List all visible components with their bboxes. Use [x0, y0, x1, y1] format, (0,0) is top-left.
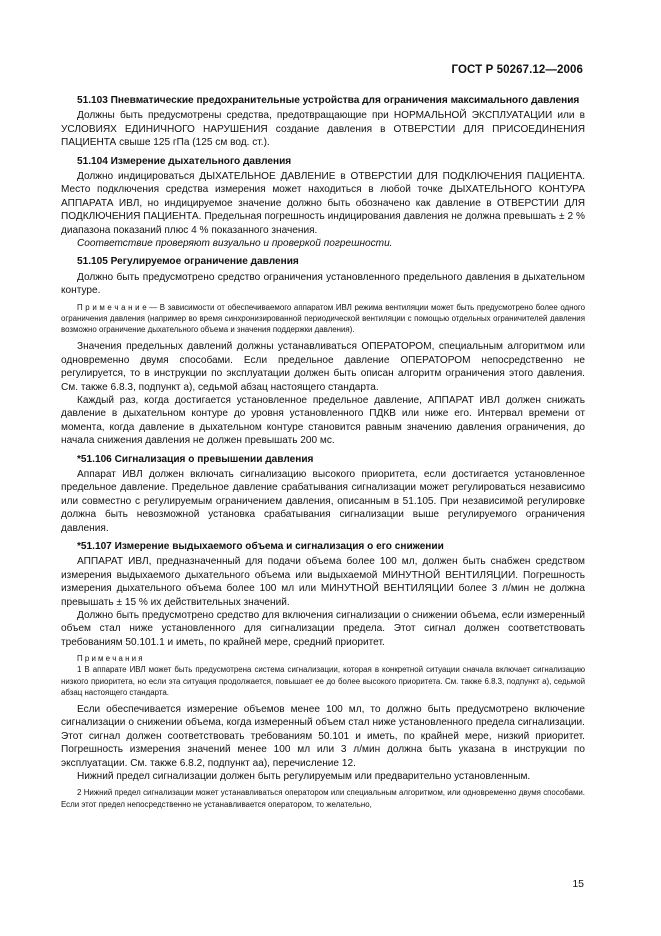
section-51-103-title: 51.103 Пневматические предохранительные устройства для ограничения максимального давления — [77, 95, 580, 106]
note-text: В зависимости от обеспечиваемого аппаратом ИВЛ режима вентиляции может быть предусмотрено более одного ограничения давления (например во время синхронизированной периодической вентиляции с помощью отдельных ограничителей давления возможно ограничение дыхательного объема и значения поддержки давления). — [61, 302, 585, 335]
section-51-107-note-2: 2 Нижний предел сигнализации может устанавливаться оператором или специальным алгоритмом, или одновременно двумя способами. Если этот предел непосредственно не устанавливается оператором, то желательно, — [61, 788, 585, 809]
section-51-105-title: 51.105 Регулируемое ограничение давления — [77, 256, 299, 268]
section-51-107-notes-label: П р и м е ч а н и я — [77, 654, 143, 664]
section-51-107-note-1: 1 В аппарате ИВЛ может быть предусмотрена система сигнализации, которая в конкретной ситуации сначала включает сигнализацию низкого приоритета, но если эта ситуация продолжается, повышает ее до более высокого приоритета. См. также 6.8.3, подпункт а), седьмой абзац настоящего стандарта. — [61, 665, 585, 697]
section-51-107-paragraph-3: Если обеспечивается измерение объемов менее 100 мл, то должно быть предусмотрено включение сигнализации о снижении объема, когда измеренный объем стал ниже установленного предела сигнализации. Этот сигнал должен соответствовать требованиям 50.101 и иметь, по крайней мере, низкий приоритет. Погрешность измерения значений менее 100 мл или 3 л/мин должна быть указана в инструкции по эксплуатации. См. также 6.8.2, подпункт аа), перечисление 12. — [61, 704, 585, 769]
section-51-104-title: 51.104 Измерение дыхательного давления — [77, 155, 292, 167]
section-51-107-paragraph-4: Нижний предел сигнализации должен быть регулируемым или предварительно установленным. — [77, 771, 531, 783]
section-51-107-paragraph-2: Должно быть предусмотрено средство для включения сигнализации о снижении объема, если измеренный объем стал ниже установленного для сигнализации предела. Этот сигнал должен соответствовать требованиям 50.101.1 и иметь, по крайней мере, средний приоритет. — [61, 610, 585, 648]
section-51-104-compliance: Соответствие проверяют визуально и проверкой погрешности. — [77, 238, 393, 250]
section-51-103-paragraph: Должны быть предусмотрены средства, предотвращающие при НОРМАЛЬНОЙ ЭКСПЛУАТАЦИИ или в УСЛОВИЯХ ЕДИНИЧНОГО НАРУШЕНИЯ создание давления в ОТВЕРСТИИ ДЛЯ ПРИСОЕДИНЕНИЯ ПАЦИЕНТА свыше 125 гПа (125 см вод. ст.). — [61, 110, 585, 149]
section-51-106-paragraph: Аппарат ИВЛ должен включать сигнализацию высокого приоритета, если достигается установленное предельное давление. Предельное давление срабатывания сигнализации может регулироваться независимо или совместно с регулируемым ограничением давления, описанным в 51.105. При независимой регулировке должна быть невозможной установка срабатывания сигнализации выше регулируемого ограничения давления. — [61, 468, 585, 534]
section-51-104-paragraph: Должно индицироваться ДЫХАТЕЛЬНОЕ ДАВЛЕНИЕ в ОТВЕРСТИИ ДЛЯ ПОДКЛЮЧЕНИЯ ПАЦИЕНТА. Место подключения средства измерения может находиться в любой точке ДЫХАТЕЛЬНОГО КОНТУРА АППАРАТА ИВЛ, но индицируемое значение должно быть обозначено как давление в ОТВЕРСТИИ ДЛЯ ПОДКЛЮЧЕНИЯ ПАЦИЕНТА. Предельная погрешность индицирования давления не должна превышать ± 2 % диапазона показаний плюс 4 % показанного значения. — [61, 171, 585, 236]
section-51-105-paragraph-1: Должно быть предусмотрено средство ограничения установленного предельного давления в дыхательном контуре. — [61, 271, 585, 297]
section-51-107-title: *51.107 Измерение выдыхаемого объема и сигнализация о его снижении — [77, 540, 444, 552]
section-51-105-paragraph-3: Каждый раз, когда достигается установленное предельное давление, АППАРАТ ИВЛ должен снижать давление в дыхательном контуре до уровня установленного ПДКВ или ниже его. Интервал времени от момента, когда давление в дыхательном контуре становится равным значению давления ограничения, до начала снижения давления не должен превышать 200 мс. — [61, 394, 585, 447]
note-label: П р и м е ч а н и е — — [77, 302, 158, 312]
page-number: 15 — [572, 878, 584, 890]
section-51-105-paragraph-2: Значения предельных давлений должны устанавливаться ОПЕРАТОРОМ, специальным алгоритмом или одновременно двумя способами. Если предельное давление ОПЕРАТОРОМ непосредственно не регулируется, то в инструкции по эксплуатации должен быть описан алгоритм ограничения этого давления. См. также 6.8.3, подпункт а), седьмой абзац настоящего стандарта. — [61, 341, 585, 393]
section-51-106-title: *51.106 Сигнализация о превышении давления — [77, 453, 314, 465]
section-51-107-paragraph-1: АППАРАТ ИВЛ, предназначенный для подачи объема более 100 мл, должен быть снабжен средством измерения выдыхаемого дыхательного объема или выдыхаемой МИНУТНОЙ ВЕНТИЛЯЦИИ. Погрешность измерения дыхательного объема более 100 мл или МИНУТНОЙ ВЕНТИЛЯЦИИ более 3 л/мин не должна превышать ± 15 % их действительных значений. — [61, 556, 585, 608]
section-51-105-note — [61, 302, 585, 336]
page-body — [61, 92, 585, 815]
standard-code-header: ГОСТ Р 50267.12—2006 — [451, 64, 583, 76]
